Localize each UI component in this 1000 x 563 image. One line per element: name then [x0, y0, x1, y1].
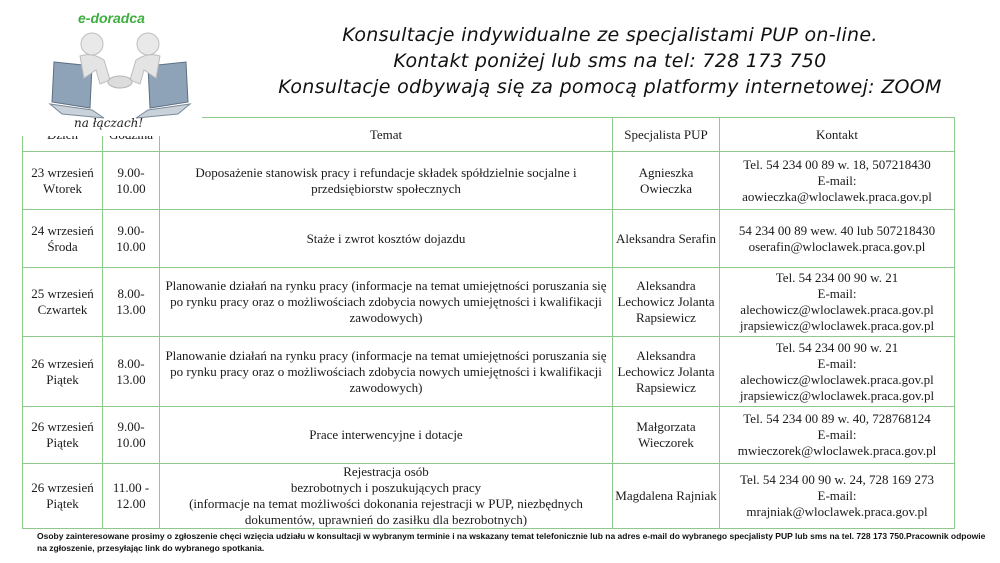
day-cell: 24 wrzesień Środa [23, 210, 103, 268]
email-link[interactable]: jrapsiewicz@wloclawek.praca.gov.pl [739, 387, 935, 403]
footnote: Osoby zainteresowane prosimy o zgłoszenie chęci wzięcia udziału w konsultacji w wybranym terminie i na wskazany temat telefonicznie lub na adres e-mail do wybranego specjalisty PUP lub sms na tel. 728 173 750.Pracownik odpowie na zgłoszenie, przesyłając link do wybranego spotkania. [37, 531, 986, 553]
header-topic: Temat [160, 118, 613, 152]
email-link[interactable]: alechowicz@wloclawek.praca.gov.pl [740, 302, 934, 317]
day-cell: 23 wrzesień Wtorek [23, 152, 103, 210]
time-cell: 8.00-13.00 [103, 337, 160, 407]
email-link[interactable]: jrapsiewicz@wloclawek.praca.gov.pl [739, 318, 935, 333]
table-row [23, 268, 955, 337]
time-cell: 8.00-13.00 [103, 268, 160, 337]
email-link[interactable]: alechowicz@wloclawek.praca.gov.pl [740, 371, 934, 387]
specialist-cell: Aleksandra Lechowicz Jolanta Rapsiewicz [613, 268, 720, 337]
day-cell: 26 wrzesień Piątek [23, 464, 103, 529]
specialist-cell: Małgorzata Wieczorek [613, 407, 720, 464]
contact-cell: Tel. 54 234 00 90 w. 21 E-mail: alechowicz@wloclawek.praca.gov.pl jrapsiewicz@wloclawek.praca.gov.pl [720, 268, 955, 337]
email-link[interactable]: oserafin@wloclawek.praca.gov.pl [748, 238, 926, 254]
email-link[interactable]: aowieczka@wloclawek.praca.gov.pl [742, 188, 932, 204]
table-row [23, 407, 955, 464]
topic-cell: Doposażenie stanowisk pracy i refundacje składek spółdzielnie socjalne i przedsiębiorstw społecznych [160, 152, 613, 210]
time-cell: 9.00-10.00 [103, 407, 160, 464]
page-header [225, 22, 995, 100]
day-cell: 26 wrzesień Piątek [23, 407, 103, 464]
contact-cell: Tel. 54 234 00 90 w. 24, 728 169 273 E-mail: mrajniak@wloclawek.praca.gov.pl [720, 464, 955, 529]
specialist-cell: Aleksandra Lechowicz Jolanta Rapsiewicz [613, 337, 720, 407]
topic-cell: Planowanie działań na rynku pracy (informacje na temat umiejętności poruszania się po rynku pracy oraz o możliwościach zdobycia nowych umiejętności i kwalifikacji zawodowych) [160, 337, 613, 407]
header-line-1: Konsultacje indywidualne ze specjalistami PUP on-line. [342, 24, 878, 46]
specialist-cell: Aleksandra Serafin [613, 210, 720, 268]
header-contact: Kontakt [720, 118, 955, 152]
topic-cell: Prace interwencyjne i dotacje [160, 407, 613, 464]
email-link[interactable]: mrajniak@wloclawek.praca.gov.pl [746, 504, 928, 519]
time-cell: 9.00-10.00 [103, 152, 160, 210]
day-cell: 26 wrzesień Piątek [23, 337, 103, 407]
header-specialist: Specjalista PUP [613, 118, 720, 152]
contact-cell: 54 234 00 89 wew. 40 lub 507218430 oserafin@wloclawek.praca.gov.pl [720, 210, 955, 268]
topic-cell: Staże i zwrot kosztów dojazdu [160, 210, 613, 268]
time-cell: 11.00 - 12.00 [103, 464, 160, 529]
specialist-cell: Agnieszka Owieczka [613, 152, 720, 210]
logo [40, 8, 200, 138]
time-cell: 9.00-10.00 [103, 210, 160, 268]
table-row [23, 210, 955, 268]
topic-cell: Planowanie działań na rynku pracy (informacje na temat umiejętności poruszania się po rynku pracy oraz o możliwościach zdobycia nowych umiejętności i kwalifikacji zawodowych) [160, 268, 613, 337]
contact-cell: Tel. 54 234 00 89 w. 18, 507218430 E-mail: aowieczka@wloclawek.praca.gov.pl [720, 152, 955, 210]
table-row [23, 152, 955, 210]
table-row [23, 464, 955, 529]
header-line-2: Kontakt poniżej lub sms na tel: 728 173 750 [393, 50, 827, 72]
email-link[interactable]: mwieczorek@wloclawek.praca.gov.pl [737, 443, 937, 458]
topic-cell: Rejestracja osób bezrobotnych i poszukujących pracy (informacje na temat możliwości dokonania rejestracji w PUP, niezbędnych dokumentów, uprawnień do zasiłku dla bezrobotnych) [160, 464, 613, 529]
day-cell: 25 wrzesień Czwartek [23, 268, 103, 337]
logo-tagline: na łączach! [74, 116, 144, 130]
table-row [23, 337, 955, 407]
contact-cell: Tel. 54 234 00 90 w. 21 E-mail: alechowicz@wloclawek.praca.gov.pl jrapsiewicz@wloclawek.praca.gov.pl [720, 337, 955, 407]
schedule-table [22, 117, 955, 529]
header-line-3: Konsultacje odbywają się za pomocą platformy internetowej: ZOOM [278, 76, 942, 98]
specialist-cell: Magdalena Rajniak [613, 464, 720, 529]
contact-cell: Tel. 54 234 00 89 w. 40, 728768124 E-mail: mwieczorek@wloclawek.praca.gov.pl [720, 407, 955, 464]
logo-brand-text: e-doradca [78, 10, 145, 26]
